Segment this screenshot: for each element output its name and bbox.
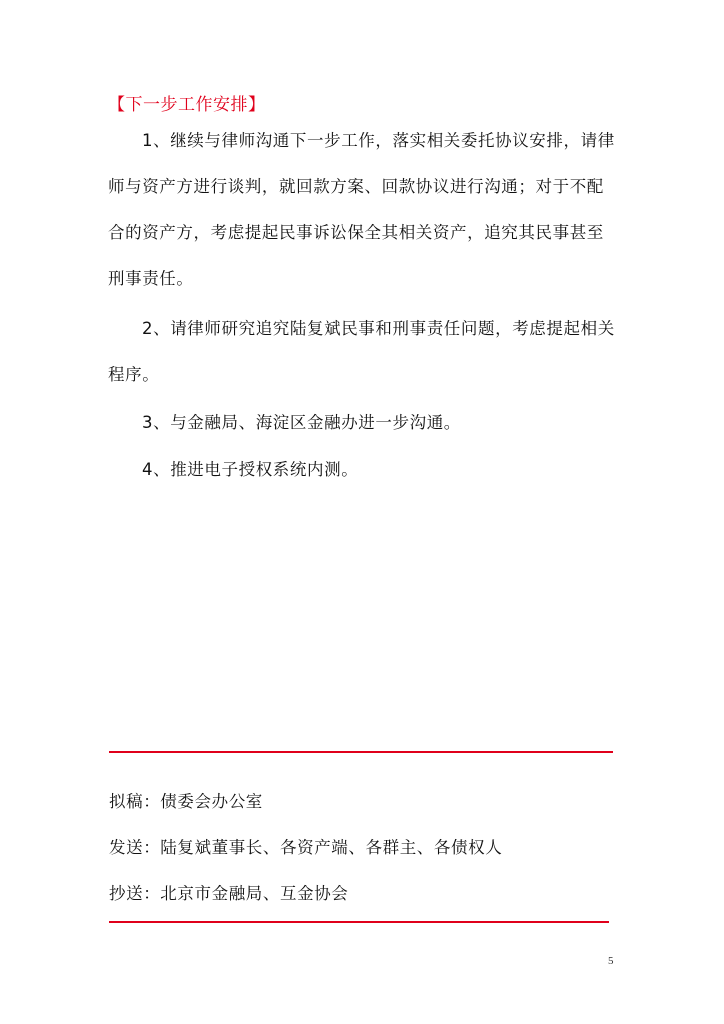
footer-send-to: 发送：陆复斌董事长、各资产端、各群主、各债权人: [109, 838, 503, 857]
footer-cc: 抄送：北京市金融局、互金协会: [109, 884, 349, 903]
paragraph-item-3: 3、与金融局、海淀区金融办进一步沟通。: [142, 413, 461, 432]
paragraph-item-1: 1、继续与律师沟通下一步工作，落实相关委托协议安排，请律师与资产方进行谈判，就回款方案、回款协议进行沟通；对于不配合的资产方，考虑提起民事诉讼保全其相关资产，追究其民事甚至刑事责任。: [108, 131, 615, 288]
section-heading: 【下一步工作安排】: [108, 95, 266, 115]
footer-bottom-divider: [109, 921, 609, 923]
paragraph-item-2: 2、请律师研究追究陆复斌民事和刑事责任问题，考虑提起相关程序。: [108, 319, 615, 384]
footer-drafter: 拟稿：债委会办公室: [109, 792, 263, 811]
footer-top-divider: [109, 751, 613, 753]
paragraph-item-4: 4、推进电子授权系统内测。: [142, 460, 359, 479]
page-number: 5: [608, 955, 614, 967]
